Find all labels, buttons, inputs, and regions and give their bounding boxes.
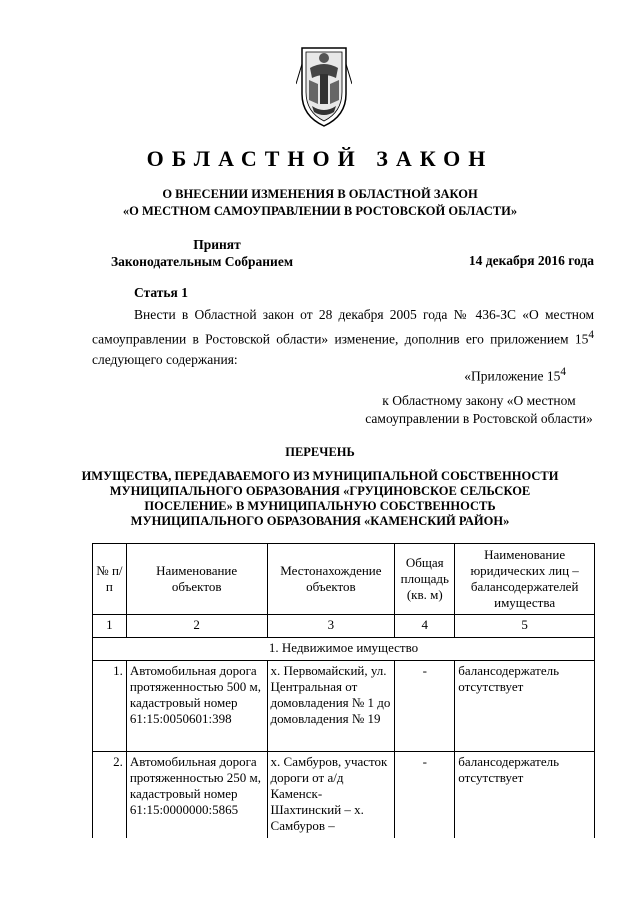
article-text-sup: 4	[588, 329, 594, 341]
list-subtitle-line2: МУНИЦИПАЛЬНОГО ОБРАЗОВАНИЯ «ГРУЦИНОВСКОЕ СЕЛЬСКОЕ	[109, 484, 531, 498]
adopted-line1: Принят	[193, 237, 241, 252]
list-subtitle	[0, 469, 640, 529]
coat-of-arms-emblem	[296, 44, 352, 130]
table-header-row	[93, 544, 595, 615]
column-number: 4	[395, 615, 455, 638]
header-name: Наименование объектов	[126, 544, 267, 615]
list-subtitle-line4: МУНИЦИПАЛЬНОГО ОБРАЗОВАНИЯ «КАМЕНСКИЙ РАЙОН»	[130, 514, 510, 528]
list-subtitle-line3: ПОСЕЛЕНИЕ» В МУНИЦИПАЛЬНУЮ СОБСТВЕННОСТЬ	[144, 499, 496, 513]
adopted-line2: Законодательным Собранием	[110, 254, 294, 269]
appendix-label	[334, 363, 594, 386]
appendix-ref-line1: к Областному закону «О местном	[382, 392, 576, 408]
table-row	[93, 661, 595, 752]
list-title: ПЕРЕЧЕНЬ	[285, 445, 355, 459]
column-number: 2	[126, 615, 267, 638]
row-number: 1.	[93, 661, 127, 752]
column-number-row	[93, 615, 595, 638]
appendix-label-sup: 4	[560, 366, 566, 378]
row-name: Автомобильная дорога протяженностью 500 м, кадастровый номер 61:15:0050601:398	[126, 661, 267, 752]
adopted-date: 14 декабря 2016 года	[468, 253, 594, 268]
row-holder: балансодержатель отсутствует	[455, 661, 595, 752]
row-holder: балансодержатель отсутствует	[455, 752, 595, 839]
row-location: х. Первомайский, ул. Центральная от домовладения № 1 до домовладения № 19	[267, 661, 395, 752]
column-number: 3	[267, 615, 395, 638]
row-number: 2.	[93, 752, 127, 839]
article-text-part1: Внести в Областной закон от 28 декабря 2005 года № 436-ЗС «О местном самоуправлении в Ростовской области» изменение, дополнив его приложением 15	[92, 307, 594, 347]
law-subtitle	[0, 186, 640, 220]
row-name: Автомобильная дорога протяженностью 250 м, кадастровый номер 61:15:0000000:5865	[126, 752, 267, 839]
article-paragraph	[92, 305, 594, 370]
law-title: ОБЛАСТНОЙ ЗАКОН	[146, 146, 494, 171]
appendix-ref-line2: самоуправлении в Ростовской области»	[365, 410, 593, 426]
article-heading: Статья 1	[134, 285, 188, 300]
property-table	[92, 543, 595, 838]
header-number: № п/п	[93, 544, 127, 615]
article-text-part2: следующего содержания:	[92, 351, 238, 367]
column-number: 5	[455, 615, 595, 638]
row-area: -	[395, 752, 455, 839]
adopted-by	[92, 236, 312, 270]
section-label: 1. Недвижимое имущество	[93, 638, 595, 661]
column-number: 1	[93, 615, 127, 638]
header-holder: Наименование юридических лиц – балансодержателей имущества	[455, 544, 595, 615]
table-row	[93, 752, 595, 839]
list-subtitle-line1: ИМУЩЕСТВА, ПЕРЕДАВАЕМОГО ИЗ МУНИЦИПАЛЬНОЙ СОБСТВЕННОСТИ	[81, 469, 559, 483]
appendix-reference	[334, 363, 594, 428]
header-area: Общая площадь (кв. м)	[395, 544, 455, 615]
header-location: Местонахождение объектов	[267, 544, 395, 615]
law-subtitle-line2: «О МЕСТНОМ САМОУПРАВЛЕНИИ В РОСТОВСКОЙ ОБЛАСТИ»	[122, 204, 518, 218]
row-location: х. Самбуров, участок дороги от а/д Каменск-Шахтинский – х. Самбуров –	[267, 752, 395, 839]
law-subtitle-line1: О ВНЕСЕНИИ ИЗМЕНЕНИЯ В ОБЛАСТНОЙ ЗАКОН	[162, 187, 478, 201]
section-row	[93, 638, 595, 661]
row-area: -	[395, 661, 455, 752]
appendix-label-text: «Приложение 15	[464, 368, 561, 384]
article-text	[92, 305, 594, 370]
